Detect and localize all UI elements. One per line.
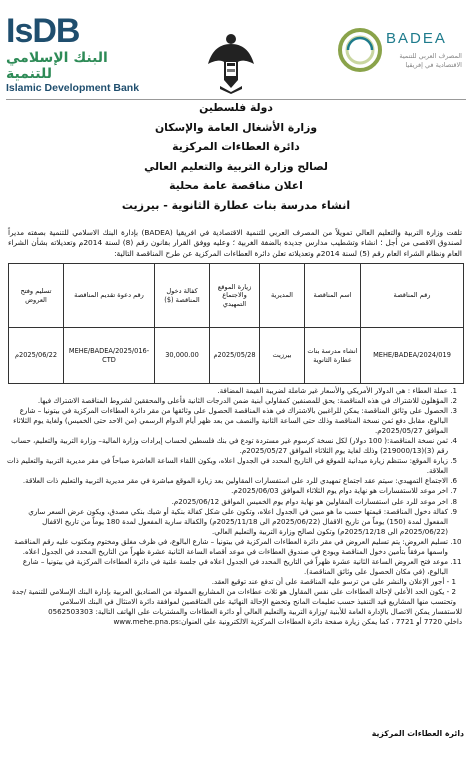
department-title: دائرة العطاءات المركزية [172,140,300,153]
list-item: 1. عملة العطاء : هي الدولار الأمريكي والأسعار غير شاملة لضريبة القيمة المضافة. [6,386,448,396]
table-cell-tender-name: انشاء مدرسة بنات عطارة الثانوية [305,328,361,384]
contact-line: داخلي 7720 أو 7721 ، كما يمكن زيارة صفحة دائرة العطاءات المركزية الالكترونية على العنوان:www.mehe.pna.ps [113,617,462,627]
isdb-logo-arabic: البنك الإسلامي للتنمية [6,50,108,82]
table-cell-invitation-number: MEHE/BADEA/2025/016-CTD [64,328,155,384]
table-cell-submission-date: 2025/06/22م [9,328,64,384]
isdb-logo-mark: IsDB [6,12,80,50]
table-cell-bid-bond: 30,000.00 [155,328,210,384]
list-item: 3. الحصول على وثائق المناقصة: يمكن للراغبين بالاشتراك في هذه المناقصة الحصول على وثائقها من مقر دائرة العطاءات المركزية في بيتونيا – شارع البالوع، مقابل دفع ثمن نسخة المناقصة وذلك حتى الساعة الثانية والنصف من بعد ظهر أيام الدوام الرسمي (من الاحد حتى الخميس) ولغاية يوم الثلاثاء الموافق 2025/05/27م. [6,406,448,436]
list-item: 8. اخر موعد للرد على استفسارات المقاولين هو نهاية دوام يوم الخميس الموافق 2025/06/12م. [6,497,448,507]
list-item: 5. زيارة الموقع: ستنظم زيارة ميدانية للموقع في التاريخ المحدد في الجدول اعلاه، ويكون اللقاء الساعة العاشرة صباحاً في مقر مديرية التربية والتعليم ذات العلاقة. [6,456,448,476]
table-cell-tender-number: MEHE/BADEA/2024/019 [361,328,464,384]
badea-emblem-icon [338,28,382,72]
project-title: انشاء مدرسة بنات عطارة الثانوية - بيرزيت [121,198,351,212]
table-header-cell: تسليم وفتح العروض [9,264,64,328]
tender-table [8,263,464,384]
isdb-logo [6,12,140,94]
list-item: 7. اخر موعد للاستفسارات هو نهاية دوام يوم الثلاثاء الموافق 2025/06/03م. [6,486,448,496]
list-item: 2. المؤهلون للاشتراك في هذه المناقصة: يحق للمصنفين كمقاولي أبنية ضمن الدرجات الثانية فأعلى والمحققين لشروط المناقصة الاشتراك فيها. [6,396,448,406]
table-header-cell: المديرية [260,264,305,328]
list-item: 4. ثمن نسخة المناقصة:( 100 دولار) لكل نسخة كرسوم غير مستردة تودع في بنك فلسطين لحساب إيرادات وزارة المالية– وزارة التربية والتعليم، حساب رقم (3)(219000/13) وذلك لغاية يوم الثلاثاء الموافق 2025/05/27م. [6,436,448,456]
contact-line: للاستفسار يمكن الاتصال بالإدارة العامة للأبنية /وزارة التربية والتعليم العالي أو دائرة العطاءات والمشتريات على الهاتف التالية: 0562503303 [48,607,462,617]
table-header-cell: رقم دعوة تقديم المناقصة [64,264,155,328]
footer-signature: دائرة العطاءات المركزية [371,729,464,738]
list-item: 9. كفالة دخول المناقصة: قيمتها حسب ما هو مبين في الجدول اعلاه، وتكون على شكل كفالة بنكية أو شيك بنكي مصدق، ويكون عرض السعر ساري المفعول لمدة (150) يوماً من تاريخ الاقفال (2025/06/22م الى 2025/11/18م) والكفالة سارية المفعول لمدة 180 يوماً من تاريخ الاقفال (2025/06/22م الى 2025/12/18م) وتكون لصالح وزارة التربية والتعليم العالي. [6,507,448,537]
table-header-cell: زيارة الموقع والاجتماع التمهيدي [210,264,260,328]
tender-type-title: اعلان مناقصة عامة محلية [169,179,303,192]
table-header-cell: اسم المناقصة [305,264,361,328]
table-row [9,328,464,384]
badea-logo-arabic: المصرف العربي للتنمية الاقتصادية في إفريقيا [399,52,462,69]
table-cell-site-visit: 2025/05/28م [210,328,260,384]
list-item: 6. الاجتماع التمهيدي: سيتم عقد اجتماع تمهيدي للرد على استفسارات المقاولين بعد زيارة الموقع مباشرة في مقر مديرية التربية والتعليم ذات العلاقة. [6,476,448,486]
state-title: دولة فلسطين [199,101,273,114]
table-header-cell: كفالة دخول المناقصة ($) [155,264,210,328]
announcement-titles [0,98,472,215]
table-header-row [9,264,464,328]
table-header-cell: رقم المناقصة [361,264,464,328]
extra-note: 2 - يكون الحد الأعلى لإحالة العطاءات على نفس المقاول هو ثلاث عطاءات من المشاريع الممولة من الصناديق العربية بإدارة البنك الإسلامي للتنمية /جدة وتحتسب منها المشاريع قيد التنفيذ حسب تعليمات المانح وتخضع الإحالة النهائية على المتاقصين لموافقة دائرة الامتثال في البنك الاسلامي [12,586,456,606]
badea-logo [338,28,464,98]
extra-note: 1 - أجور الإعلان والنشر على من ترسو عليه المناقصة على أن تدفع عند توقيع العقد. [211,576,456,586]
table-cell-directorate: بيرزيت [260,328,305,384]
list-item: 10. تسليم العروض: يتم تسليم العروض في مقر دائرة العطاءات المركزية في بيتونيا – شارع البالوع، في ظرف مغلق ومختوم ومكتوب عليه رقم المناقصة واسمها مرفقاً بتأمين دخول المناقصة ويودع في صندوق العطاءات في موعد أقصاه الساعة الثانية عشرة ظهراً من التاريخ المحدد في الجدول اعلاه. [6,537,448,557]
list-item: 11. موعد فتح العروض الساعة الثانية عشرة ظهراً في التاريخ المحدد في الجدول اعلاه في جلسة علنية في دائرة العطاءات المركزية في بيتونيا – شارع البالوع، (في مكان الحصول على وثائق المناقصة). [6,557,448,577]
tender-conditions [6,386,462,627]
ministry-title: وزارة الأشغال العامة والإسكان [154,120,318,134]
isdb-logo-english: Islamic Development Bank [6,82,140,94]
badea-logo-name: BADEA [386,30,447,47]
on-behalf-title: لصالح وزارة التربية والتعليم العالي [144,159,328,173]
palestine-eagle-emblem-icon [206,30,256,94]
intro-paragraph: تلقت وزارة التربية والتعليم العالي تمويلاً من المصرف العربي للتنمية الاقتصادية في افريقيا (BADEA) بإدارة البنك الاسلامي للتنمية بصفته مديراً لصندوق الاقصى من أجل ؛ انشاء وتشطيب مدارس جديدة بالضفة الغربية ؛ وعليه ووفق القرار بقانون رقم (8) لسنة 2014م وتعديلاته بشأن الشراء العام ونظام الشراء العام رقم (5) لسنة 2014م وتعديلاته تعلن دائرة العطاءات المركزية عن طرح المناقصة التالية: [8,228,463,258]
